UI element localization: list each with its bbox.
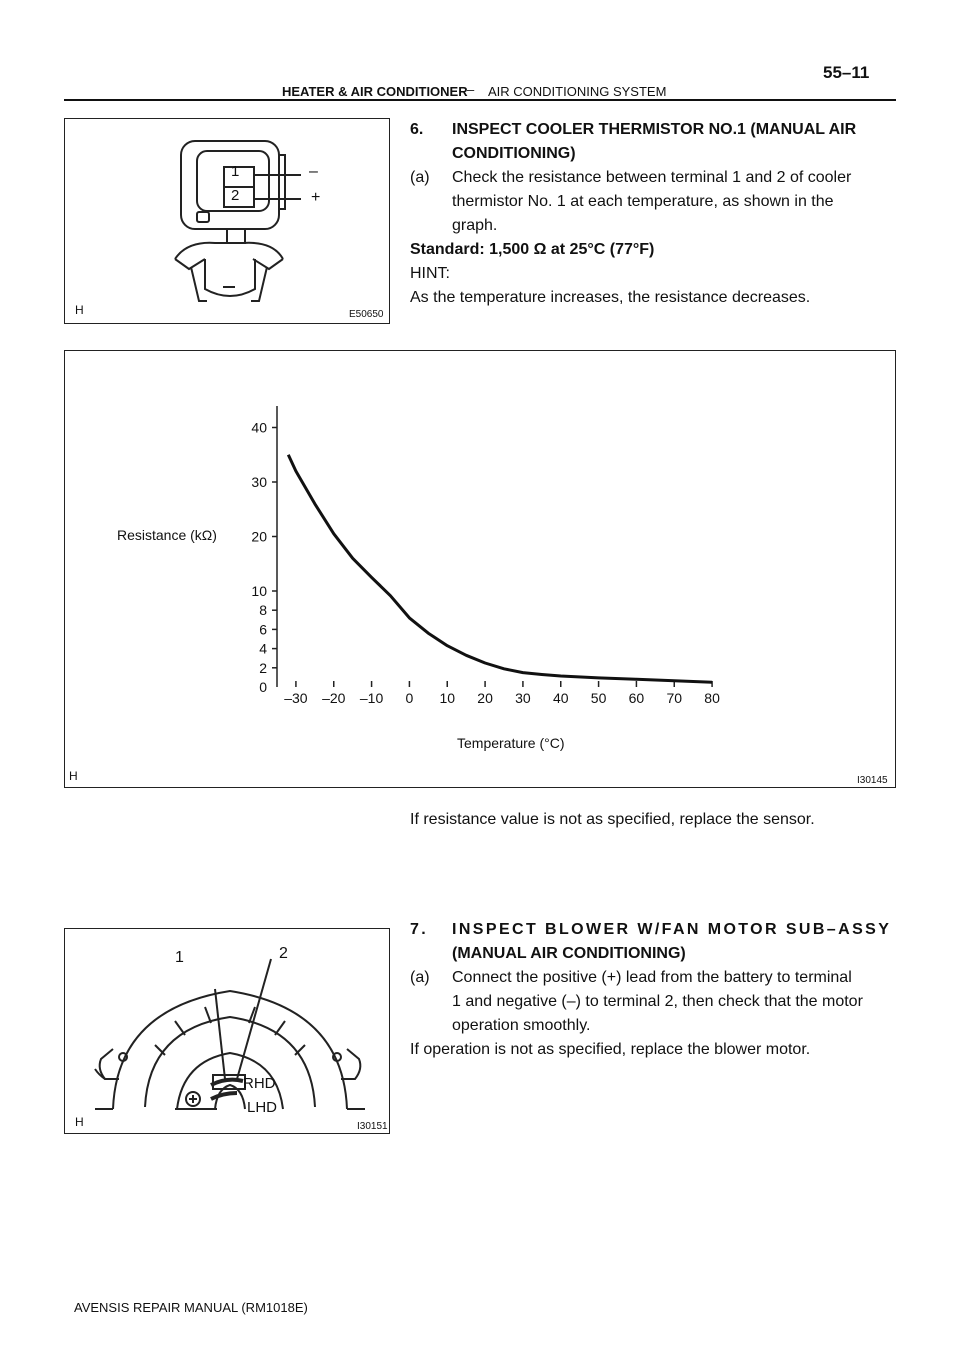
chart-y-axis-label: Resistance (kΩ) (117, 527, 217, 543)
step-7a-line1: Connect the positive (+) lead from the battery to terminal (452, 969, 852, 986)
x-tick-label: 70 (666, 690, 683, 706)
y-tick-label: 6 (259, 621, 267, 638)
step-6-number: 6. (410, 121, 424, 138)
y-tick-label: 8 (259, 602, 267, 619)
y-tick-label: 10 (251, 583, 267, 599)
x-tick-label: –30 (284, 690, 308, 706)
terminal-1-label: 1 (231, 163, 240, 180)
blower-motor-figure (64, 928, 390, 1134)
x-tick-label: 50 (590, 690, 607, 706)
step-6a-line3: graph. (452, 217, 498, 234)
header-subsection: AIR CONDITIONING SYSTEM (488, 84, 667, 99)
figure-id: I30145 (857, 775, 888, 786)
step-7-note: If operation is not as specified, replace the blower motor. (410, 1041, 811, 1058)
terminal-1-label: 1 (175, 949, 184, 966)
resistance-curve (288, 455, 712, 682)
step-6-title-line2: CONDITIONING) (452, 145, 576, 162)
y-tick-label: 4 (259, 640, 267, 657)
after-chart-note: If resistance value is not as specified, replace the sensor. (410, 811, 815, 828)
x-tick-label: 0 (405, 690, 414, 706)
footer-manual-id: AVENSIS REPAIR MANUAL (RM1018E) (74, 1300, 308, 1315)
lhd-label: LHD (247, 1099, 278, 1116)
resistance-chart (65, 351, 894, 786)
terminal-2-label: 2 (231, 187, 240, 204)
resistance-chart-figure (64, 350, 896, 788)
figure-corner-mark: H (75, 1115, 84, 1129)
y-tick-label: 20 (251, 528, 267, 545)
figure-corner-mark: H (69, 769, 78, 783)
step-6a-marker: (a) (410, 169, 430, 186)
hint-text: As the temperature increases, the resistance decreases. (410, 289, 811, 306)
x-tick-label: 30 (515, 690, 531, 706)
figure-id: E50650 (349, 309, 384, 320)
x-tick-label: 40 (552, 690, 569, 706)
page-number: 55–11 (823, 63, 870, 82)
x-tick-label: –10 (359, 690, 384, 706)
y-tick-label: 0 (259, 679, 267, 695)
blower-motor-drawing (65, 929, 388, 1132)
figure-id: I30151 (357, 1121, 388, 1132)
step-7a-line3: operation smoothly. (452, 1017, 591, 1034)
y-tick-label: 40 (251, 419, 267, 436)
figure-corner-mark: H (75, 303, 84, 317)
step-7a-line2: 1 and negative (–) to terminal 2, then check that the motor (452, 993, 863, 1010)
x-tick-label: 20 (477, 690, 493, 706)
header-section: HEATER & AIR CONDITIONER (282, 84, 468, 99)
rhd-label: RHD (243, 1075, 276, 1092)
step-6a-line1: Check the resistance between terminal 1 and 2 of cooler (452, 169, 852, 186)
x-tick-label: 80 (704, 690, 720, 706)
terminal-2-label: 2 (279, 945, 288, 962)
x-tick-label: 60 (628, 690, 645, 706)
thermistor-figure (64, 118, 390, 324)
step-6a-line2: thermistor No. 1 at each temperature, as shown in the (452, 193, 834, 210)
step-7-title-line2: (MANUAL AIR CONDITIONING) (452, 945, 686, 962)
step-6-title-line1: INSPECT COOLER THERMISTOR NO.1 (MANUAL AIR (452, 121, 857, 138)
thermistor-connector-drawing (65, 119, 388, 322)
header-separator: – (467, 82, 475, 97)
x-tick-label: 10 (439, 690, 456, 706)
step-7a-marker: (a) (410, 969, 430, 986)
plus-sign: + (311, 189, 321, 206)
step-7-title-line1: INSPECT BLOWER W/FAN MOTOR SUB–ASSY (452, 921, 892, 938)
y-tick-label: 2 (259, 659, 267, 676)
step-7-number: 7. (410, 921, 429, 938)
chart-x-axis-label: Temperature (°C) (457, 735, 565, 751)
minus-sign: – (309, 163, 318, 180)
standard-spec: Standard: 1,500 Ω at 25°C (77°F) (410, 241, 655, 258)
hint-label: HINT: (410, 265, 450, 282)
y-tick-label: 30 (251, 474, 267, 490)
header-rule (64, 99, 896, 101)
x-tick-label: –20 (322, 690, 346, 706)
